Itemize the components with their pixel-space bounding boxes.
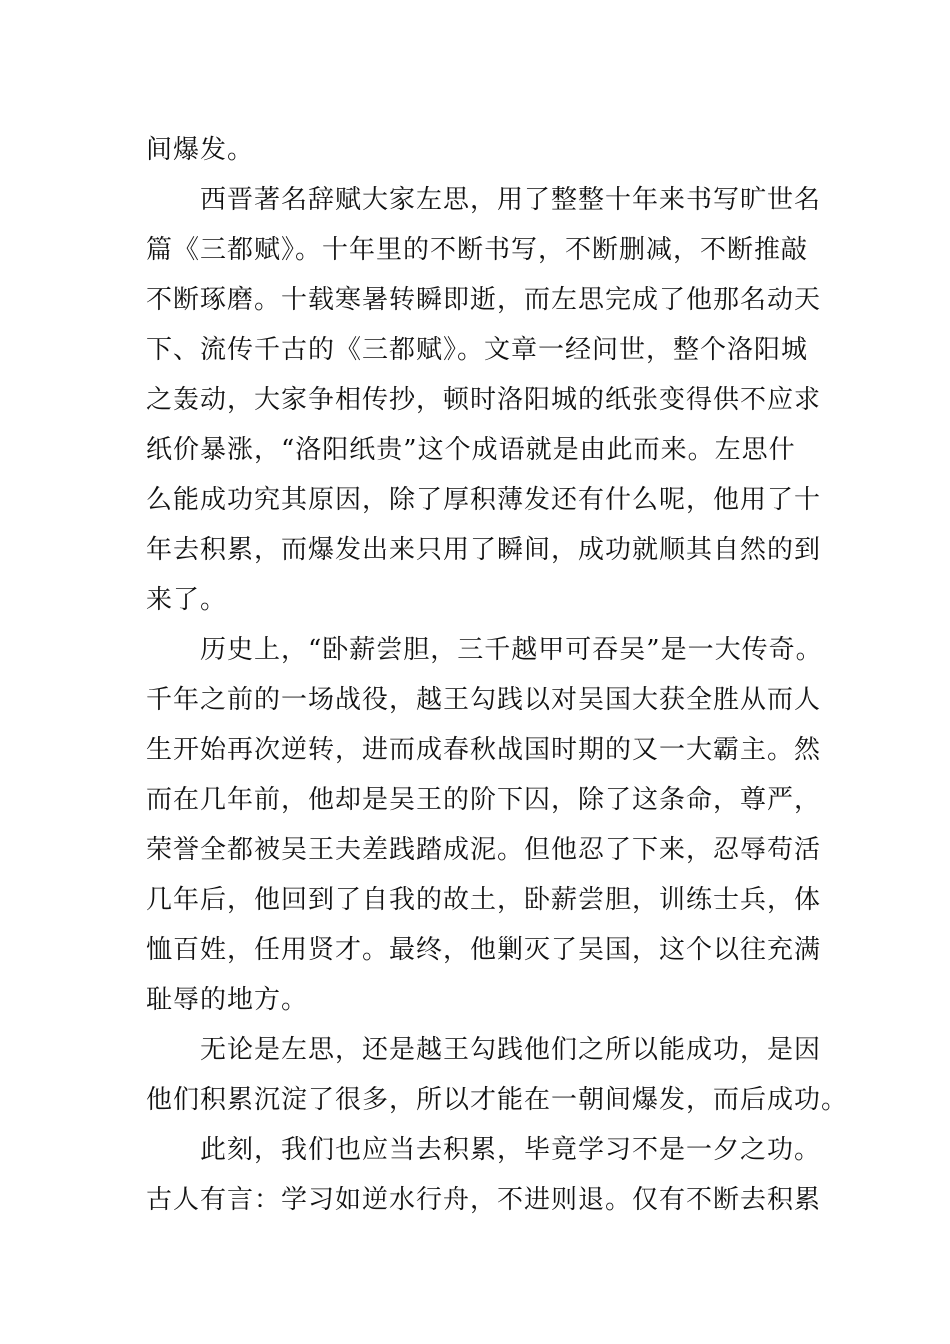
text-line: 篇《三都赋》。十年里的不断书写，不断删减，不断推敲 — [146, 235, 809, 265]
paragraph-first-line: 历史上，“卧薪尝胆，三千越甲可吞吴”是一大传奇。 — [200, 635, 823, 665]
text-line: 不断琢磨。十载寒暑转瞬即逝，而左思完成了他那名动天 — [146, 285, 822, 315]
text-line: 么能成功究其原因，除了厚积薄发还有什么呢，他用了十 — [146, 485, 822, 515]
text-line: 间爆发。 — [146, 135, 255, 165]
text-line: 下、流传千古的《三都赋》。文章一经问世，整个洛阳城 — [146, 335, 809, 365]
text-line: 纸价暴涨，“洛阳纸贵”这个成语就是由此而来。左思什 — [146, 435, 796, 465]
paragraph-first-line: 西晋著名辞赋大家左思，用了整整十年来书写旷世名 — [200, 185, 822, 215]
text-line: 几年后，他回到了自我的故土，卧薪尝胆，训练士兵，体 — [146, 885, 822, 915]
text-line: 恤百姓，任用贤才。最终，他剿灭了吴国，这个以往充满 — [146, 935, 822, 965]
text-line: 古人有言：学习如逆水行舟，不进则退。仅有不断去积累 — [146, 1185, 822, 1215]
text-line: 来了。 — [146, 585, 228, 615]
text-line: 年去积累，而爆发出来只用了瞬间，成功就顺其自然的到 — [146, 535, 822, 565]
text-line: 耻辱的地方。 — [146, 985, 309, 1015]
text-line: 他们积累沉淀了很多，所以才能在一朝间爆发，而后成功。 — [146, 1085, 849, 1115]
text-line: 而在几年前，他却是吴王的阶下囚，除了这条命，尊严， — [146, 785, 822, 815]
text-line: 之轰动，大家争相传抄，顿时洛阳城的纸张变得供不应求 — [146, 385, 822, 415]
paragraph-first-line: 无论是左思，还是越王勾践他们之所以能成功，是因 — [200, 1035, 822, 1065]
text-line: 荣誉全都被吴王夫差践踏成泥。但他忍了下来，忍辱苟活 — [146, 835, 822, 865]
text-line: 千年之前的一场战役，越王勾践以对吴国大获全胜从而人 — [146, 685, 822, 715]
text-line: 生开始再次逆转，进而成春秋战国时期的又一大霸主。然 — [146, 735, 822, 765]
paragraph-first-line: 此刻，我们也应当去积累，毕竟学习不是一夕之功。 — [200, 1135, 822, 1165]
